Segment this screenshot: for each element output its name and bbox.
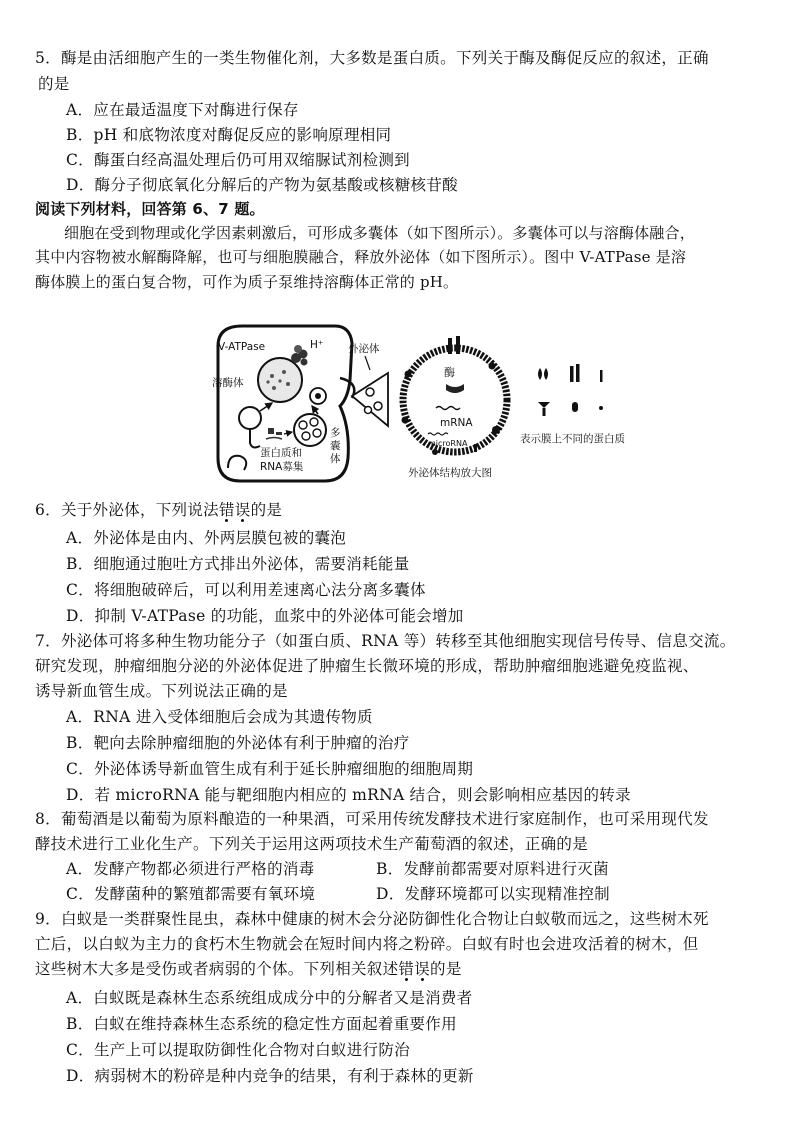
q9-stem-post: 的是	[430, 960, 462, 978]
legend-protein-icons	[538, 364, 603, 416]
legend-label: 表示膜上不同的蛋白质	[520, 433, 625, 445]
q6-stem-post: 的是	[250, 501, 283, 519]
q9-emphasis-2: 误	[414, 960, 431, 978]
q7-stem-line2: 研究发现，肿瘤细胞分泌的外泌体促进了肿瘤生长微环境的形成，帮助肿瘤细胞逃避免疫监视、	[35, 657, 699, 675]
microrna-label: microRNA	[428, 439, 468, 448]
q8-option-d: D．发酵环境都可以实现精准控制	[376, 885, 610, 903]
q6-emphasis-1: 错	[218, 501, 235, 519]
material-heading: 阅读下列材料，回答第 6、7 题。	[35, 200, 265, 218]
q6-option-b: B．细胞通过胞吐方式排出外泌体，需要消耗能量	[66, 555, 410, 573]
q8-option-c: C．发酵菌种的繁殖都需要有氧环境	[66, 885, 316, 903]
q5-option-b: B．pH 和底物浓度对酶促反应的影响原理相同	[66, 126, 392, 144]
q7-option-a: A．RNA 进入受体细胞后会成为其遗传物质	[66, 708, 373, 726]
exosome-diagram	[200, 318, 650, 493]
endosome	[239, 407, 261, 429]
q7-stem-line1: 7．外泌体可将多种生物功能分子（如蛋白质、RNA 等）转移至其他细胞实现信号传导、信息交流。	[35, 632, 736, 650]
q8-stem-line1: 8．葡萄酒是以葡萄为原料酿造的一种果酒，可采用传统发酵技术进行家庭制作，也可采用现代发	[35, 810, 709, 828]
multivesicular-body	[294, 414, 326, 446]
recruit-label-2: RNA募集	[260, 461, 304, 473]
vatpase-label: V-ATPase	[218, 341, 266, 353]
q9-option-c: C．生产上可以提取防御性化合物对白蚁进行防治	[66, 1041, 410, 1059]
q7-option-c: C．外泌体诱导新血管生成有利于延长肿瘤细胞的细胞周期	[66, 760, 474, 778]
exosome-label: 外泌体	[348, 343, 380, 355]
q6-option-a: A．外泌体是由内、外两层膜包被的囊泡	[66, 529, 347, 547]
q9-stem-line3	[35, 957, 462, 981]
q6-stem-pre: 6．关于外泌体，下列说法	[35, 501, 219, 519]
mrna-label: mRNA	[440, 417, 473, 429]
exosome-caption: 外泌体结构放大图	[408, 467, 492, 479]
q8-option-b: B．发酵前都需要对原料进行灭菌	[376, 860, 609, 878]
enzyme-label: 酶	[444, 366, 455, 379]
material-line2: 其中内容物被水解酶降解，也可与细胞膜融合，释放外泌体（如下图所示）。图中 V-ATPase 是溶	[35, 248, 687, 266]
hplus-label: H⁺	[310, 339, 324, 351]
material-line1: 细胞在受到物理或化学因素刺激后，可形成多囊体（如下图所示）。多囊体可以与溶酶体融合，	[64, 224, 695, 242]
q6-emphasis-2: 误	[234, 501, 251, 519]
q9-stem-line1: 9．白蚁是一类群聚性昆虫，森林中健康的树木会分泌防御性化合物让白蚁敬而远之，这些树木死	[35, 910, 709, 928]
lysosome-label: 溶酶体	[212, 377, 244, 389]
q6-stem	[35, 498, 282, 522]
q7-option-d: D．若 microRNA 能与靶细胞内相应的 mRNA 结合，则会影响相应基因的转录	[66, 786, 631, 804]
q6-option-c: C．将细胞破碎后，可以利用差速离心法分离多囊体	[66, 581, 426, 599]
q9-stem-line2: 亡后，以白蚁为主力的食朽木生物就会在短时间内将之粉碎。白蚁有时也会进攻活着的树木，但	[35, 935, 699, 953]
q8-stem-line2: 酵技术进行工业化生产。下列关于运用这两项技术生产葡萄酒的叙述，正确的是	[35, 835, 589, 853]
q9-stem-pre: 这些树木大多是受伤或者病弱的个体。下列相关叙述	[35, 960, 399, 978]
mvb-label-2: 囊	[330, 440, 341, 452]
q5-option-c: C．酶蛋白经高温处理后仍可用双缩脲试剂检测到	[66, 151, 410, 169]
q7-option-b: B．靶向去除肿瘤细胞的外泌体有利于肿瘤的治疗	[66, 734, 410, 752]
q5-stem-line1: 5．酶是由活细胞产生的一类生物催化剂，大多数是蛋白质。下列关于酶及酶促反应的叙述，正确	[35, 49, 709, 67]
recruit-label-1: 蛋白质和	[260, 447, 302, 459]
q8-option-a: A．发酵产物都必须进行严格的消毒	[66, 860, 315, 878]
mvb-label-1: 多	[330, 427, 341, 439]
q5-option-a: A．应在最适温度下对酶进行保存	[66, 101, 299, 119]
q5-option-d: D．酶分子彻底氧化分解后的产物为氨基酸或核糖核苷酸	[66, 176, 458, 194]
q9-option-a: A．白蚁既是森林生态系统组成成分中的分解者又是消费者	[66, 989, 473, 1007]
recruitment-proteins	[266, 428, 282, 439]
material-line3: 酶体膜上的蛋白复合物，可作为质子泵维持溶酶体正常的 pH。	[35, 273, 459, 291]
q5-stem-line2: 的是	[38, 75, 70, 93]
q7-stem-line3: 诱导新血管生成。下列说法正确的是	[35, 682, 288, 700]
mvb-label-3: 体	[330, 453, 341, 465]
q9-option-b: B．白蚁在维持森林生态系统的稳定性方面起着重要作用	[66, 1015, 457, 1033]
exosome-release-cone	[352, 373, 388, 426]
q9-option-d: D．病弱树木的粉碎是种内竞争的结果，有利于森林的更新	[66, 1067, 474, 1085]
q6-option-d: D．抑制 V-ATPase 的功能，血浆中的外泌体可能会增加	[66, 607, 464, 625]
q9-emphasis-1: 错	[398, 960, 415, 978]
